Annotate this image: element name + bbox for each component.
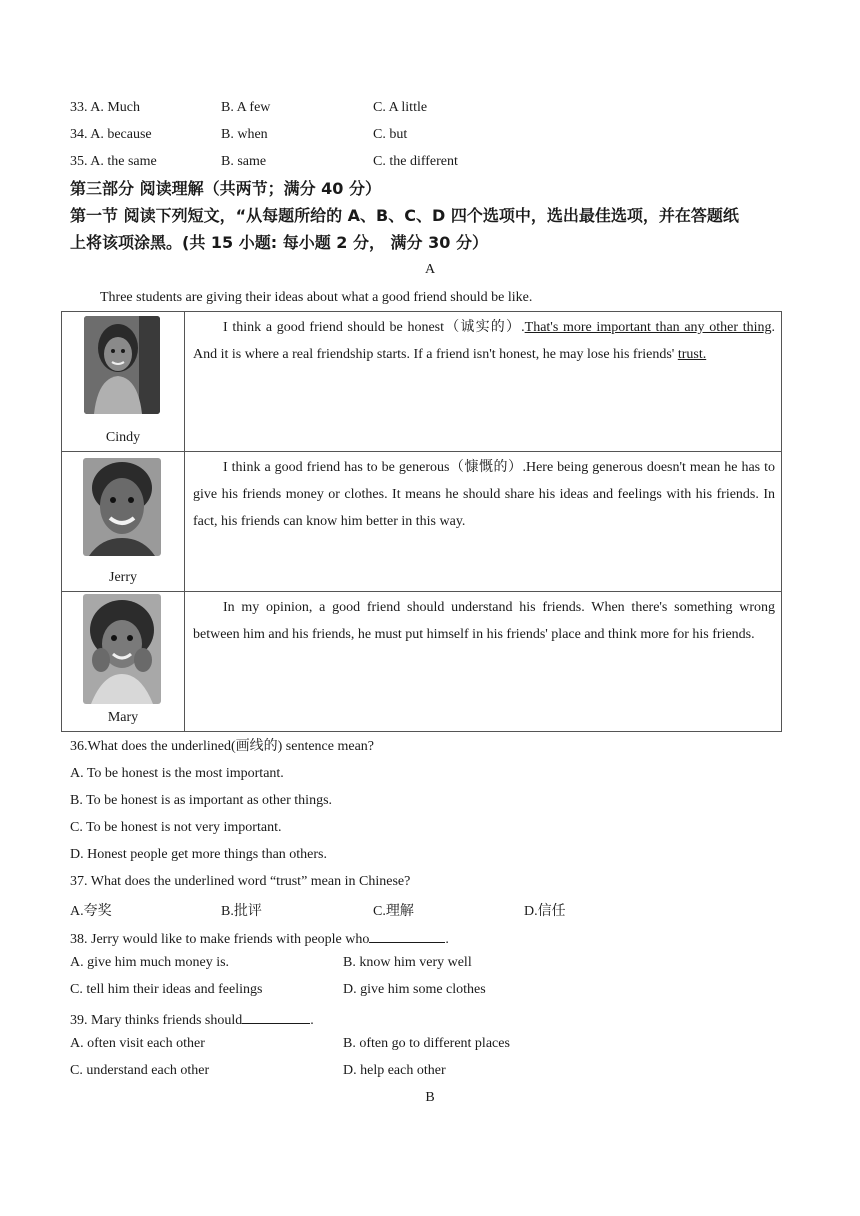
q36-option-b: B. To be honest is as important as other things. xyxy=(70,793,333,808)
q33-option-a: 33. A. Much xyxy=(70,100,140,115)
q36-option-c: C. To be honest is not very important. xyxy=(70,820,282,835)
mary-photo xyxy=(83,594,161,704)
section-instruction-line2: 上将该项涂黑。(共 15 小题: 每小题 2 分， 满分 30 分） xyxy=(70,233,488,252)
q33-option-c: C. A little xyxy=(373,100,428,115)
q39-option-c: C. understand each other xyxy=(70,1063,210,1078)
photo-cell-mary xyxy=(62,592,185,732)
q38-stem-end: . xyxy=(445,932,449,947)
cindy-photo xyxy=(84,316,160,414)
jerry-paragraph: I think a good friend has to be generous（慷慨的）.Here being generous doesn't mean he has to give his friends money or clothes. It means he should share his ideas and feelings with his friends. In fact, his friends can know him better in this way. xyxy=(193,460,775,529)
answer-blank xyxy=(242,1009,310,1024)
q39-stem-text: 39. Mary thinks friends should xyxy=(70,1013,243,1028)
table-row xyxy=(62,452,782,592)
table-row xyxy=(62,312,782,452)
q33-option-b: B. A few xyxy=(221,100,271,115)
q35-option-c: C. the different xyxy=(373,154,458,169)
q36-option-d: D. Honest people get more things than others. xyxy=(70,847,328,862)
q36-stem: 36.What does the underlined(画线的) sentence mean? xyxy=(70,739,375,754)
section-instruction-line1: 第一节 阅读下列短文，“从每题所给的 A、B、C、D 四个选项中，选出最佳选项，并在答题纸 xyxy=(70,206,739,225)
q39-option-d: D. help each other xyxy=(343,1063,446,1078)
underlined-word-trust: trust. xyxy=(677,347,707,362)
photo-cell-cindy xyxy=(62,312,185,452)
photo-cell-jerry xyxy=(62,452,185,592)
q35-option-b: B. same xyxy=(221,154,267,169)
q39-option-a: A. often visit each other xyxy=(70,1036,205,1051)
q39-stem xyxy=(70,1009,314,1030)
student-name: Cindy xyxy=(105,430,141,445)
q37-option-d: D.信任 xyxy=(524,904,566,919)
cindy-text-middle: . And it is where a real friendship starts. If a friend isn't honest, he may lose his friends' xyxy=(193,320,775,362)
table-row xyxy=(62,592,782,732)
q35-option-a: 35. A. the same xyxy=(70,154,157,169)
mary-paragraph: In my opinion, a good friend should understand his friends. When there's something wrong between him and his friends, he must put himself in his friends' place and think more for his friends. xyxy=(193,600,775,642)
q38-option-b: B. know him very well xyxy=(343,955,472,970)
q38-stem-text: 38. Jerry would like to make friends with people who xyxy=(70,932,370,947)
q39-option-b: B. often go to different places xyxy=(343,1036,510,1051)
q38-stem xyxy=(70,928,449,949)
q38-option-d: D. give him some clothes xyxy=(343,982,486,997)
q37-option-a: A.夸奖 xyxy=(70,904,112,919)
cindy-paragraph xyxy=(193,314,775,368)
q37-option-c: C.理解 xyxy=(373,904,414,919)
passage-a-label: A xyxy=(424,262,436,277)
q38-option-c: C. tell him their ideas and feelings xyxy=(70,982,263,997)
text-cell-jerry xyxy=(185,452,782,592)
q37-option-b: B.批评 xyxy=(221,904,262,919)
friends-table xyxy=(61,311,782,732)
text-cell-cindy xyxy=(185,312,782,452)
q34-option-a: 34. A. because xyxy=(70,127,152,142)
text-cell-mary xyxy=(185,592,782,732)
q37-stem: 37. What does the underlined word “trust” mean in Chinese? xyxy=(70,874,411,889)
q34-option-b: B. when xyxy=(221,127,268,142)
q34-option-c: C. but xyxy=(373,127,408,142)
q38-option-a: A. give him much money is. xyxy=(70,955,230,970)
student-name: Mary xyxy=(107,710,139,725)
student-name: Jerry xyxy=(109,570,137,585)
q39-stem-end: . xyxy=(310,1013,314,1028)
passage-b-label: B xyxy=(425,1090,435,1105)
cindy-text-start: I think a good friend should be honest（诚实的）. xyxy=(223,320,525,335)
jerry-photo xyxy=(83,458,161,556)
q36-option-a: A. To be honest is the most important. xyxy=(70,766,284,781)
underlined-sentence: That's more important than any other thing xyxy=(524,320,772,335)
answer-blank xyxy=(369,928,445,943)
section-title: 第三部分 阅读理解（共两节；满分 40 分） xyxy=(70,179,381,198)
passage-a-intro: Three students are giving their ideas about what a good friend should be like. xyxy=(100,290,533,305)
